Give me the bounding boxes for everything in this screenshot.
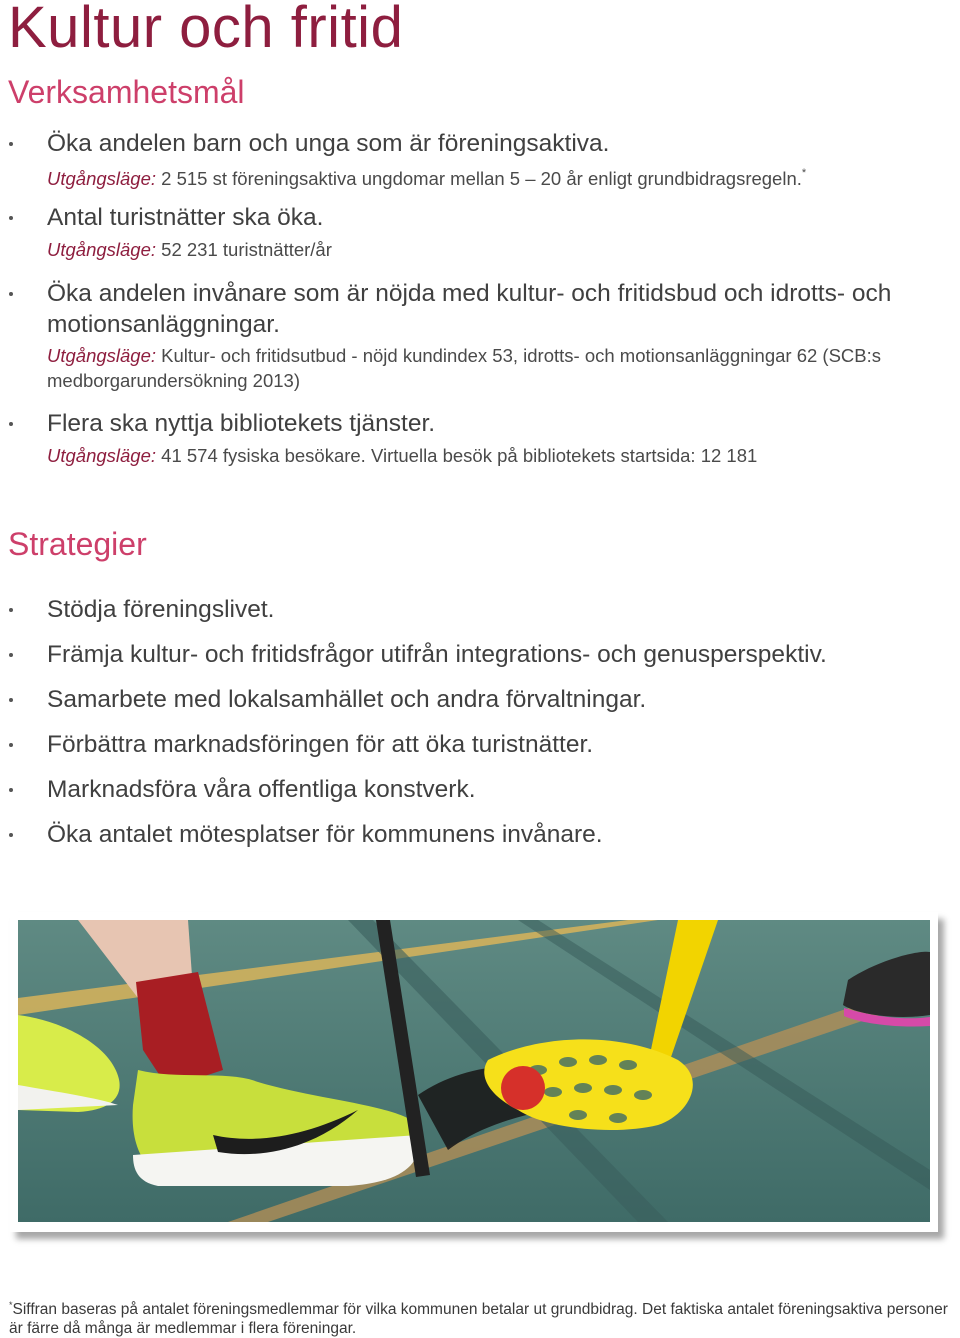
bullet-icon (9, 833, 13, 837)
strategy-text: Stödja föreningslivet. (47, 596, 275, 623)
strategy-item (0, 729, 930, 761)
baseline-value: Kultur- och fritidsutbud - nöjd kundindex 53, idrotts- och motionsanläggningar 62 (SCB:s medborgarundersökning 2013) (47, 345, 882, 391)
baseline-label: Utgångsläge: (47, 445, 157, 466)
floorball-illustration (18, 920, 930, 1222)
strategy-item (0, 639, 930, 671)
footnote-marker: * (9, 1300, 13, 1310)
baseline-value: 52 231 turistnätter/år (161, 239, 332, 260)
bullet-icon (9, 743, 13, 747)
baseline-label: Utgångsläge: (47, 345, 157, 366)
strategy-item (0, 684, 930, 716)
strategy-item (0, 594, 930, 626)
strategy-text: Främja kultur- och fritidsfrågor utifrån integrations- och genusperspektiv. (47, 641, 827, 668)
goal-baseline (47, 443, 927, 468)
baseline-value: 41 574 fysiska besökare. Virtuella besök på bibliotekets startsida: 12 181 (161, 445, 758, 466)
goal-text: Öka andelen barn och unga som är föreningsaktiva. (47, 130, 610, 157)
page-title: Kultur och fritid (8, 0, 404, 60)
baseline-label: Utgångsläge: (47, 239, 157, 260)
baseline-label: Utgångsläge: (47, 168, 157, 189)
goal-text: Öka andelen invånare som är nöjda med kultur- och fritidsbud och idrotts- och motionsanläggningar. (47, 280, 892, 338)
goal-text: Flera ska nyttja bibliotekets tjänster. (47, 410, 436, 437)
footnote-marker: * (801, 167, 807, 179)
footnote-text: Siffran baseras på antalet föreningsmedlemmar för vilka kommunen betalar ut grundbidrag. Det faktiska antalet föreningsaktiva personer är färre då många är medlemmar i flera föreningar. (9, 1301, 948, 1337)
strategy-text: Förbättra marknadsföringen för att öka turistnätter. (47, 731, 594, 758)
goal-baseline (47, 237, 927, 262)
bullet-icon (9, 422, 13, 426)
strategy-text: Öka antalet mötesplatser för kommunens invånare. (47, 821, 603, 848)
baseline-value: 2 515 st föreningsaktiva ungdomar mellan 5 – 20 år enligt grundbidragsregeln. (161, 168, 802, 189)
strategy-item (0, 774, 930, 806)
bullet-icon (9, 142, 13, 146)
bullet-icon (9, 292, 13, 296)
goal-text: Antal turistnätter ska öka. (47, 204, 324, 231)
strategy-text: Marknadsföra våra offentliga konstverk. (47, 776, 476, 803)
strategies-heading: Strategier (8, 526, 147, 562)
floorball-photo (10, 912, 938, 1232)
bullet-icon (9, 653, 13, 657)
bullet-icon (9, 698, 13, 702)
strategy-item (0, 819, 930, 851)
goal-baseline (47, 343, 927, 393)
bullet-icon (9, 788, 13, 792)
footnote (9, 1296, 954, 1338)
strategy-text: Samarbete med lokalsamhället och andra förvaltningar. (47, 686, 647, 713)
goal-baseline (47, 161, 927, 191)
bullet-icon (9, 608, 13, 612)
bullet-icon (9, 216, 13, 220)
goals-heading: Verksamhetsmål (8, 74, 245, 110)
